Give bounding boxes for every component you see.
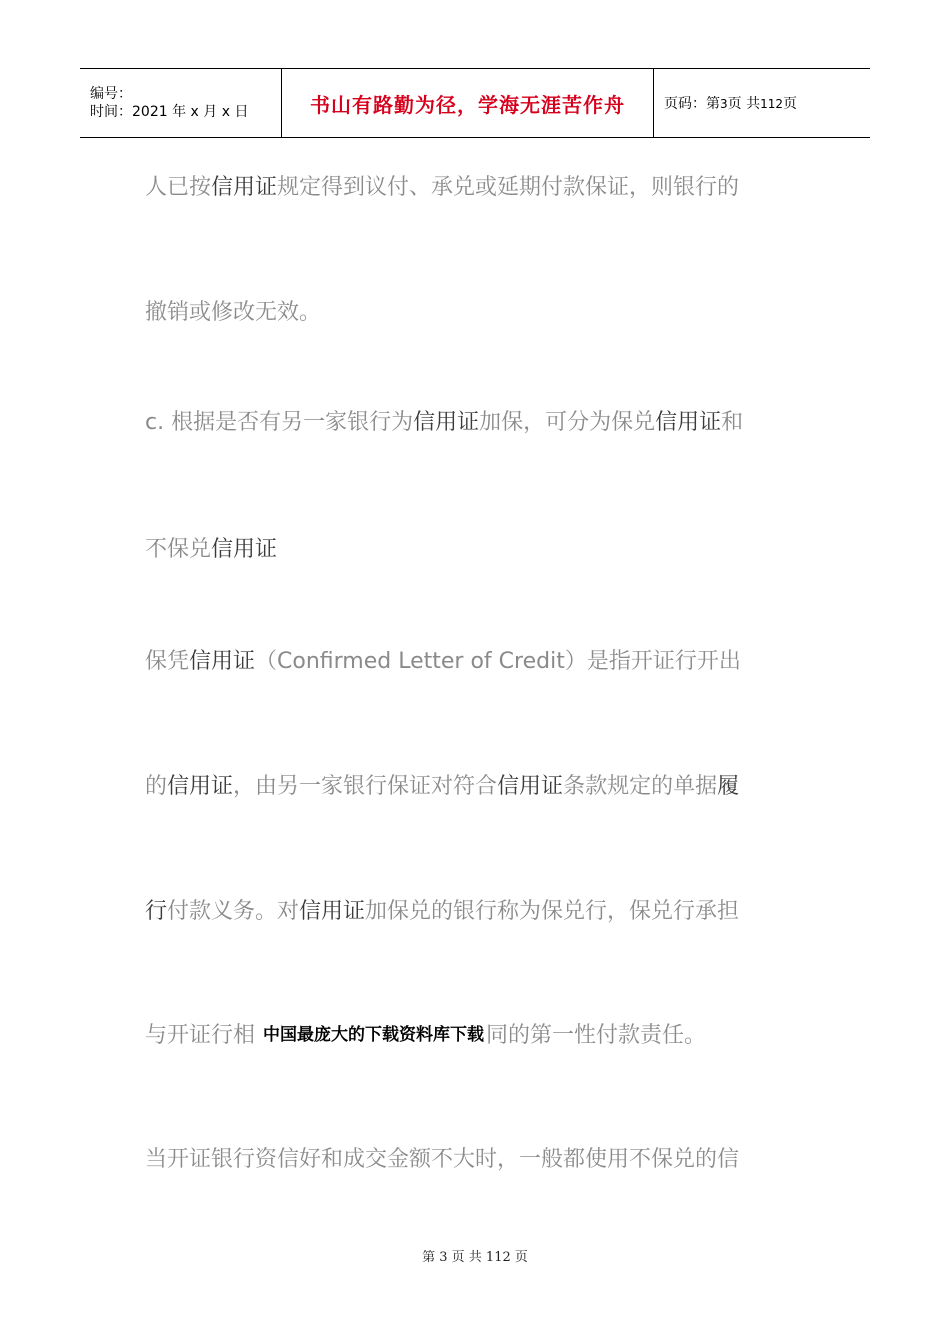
term-highlight: 信用证 xyxy=(299,899,366,924)
text-line xyxy=(145,405,805,436)
text-run: 同的第一性付款责任。 xyxy=(486,1023,707,1048)
page-info-line xyxy=(664,93,870,113)
text-run: 加保，可分为保兑 xyxy=(479,410,656,435)
page-info-prefix: 页码：第 xyxy=(664,96,720,112)
text-line xyxy=(145,1142,805,1173)
term-highlight: 信用证 xyxy=(211,175,278,200)
text-run: 当开证银行资信好和成交金额不大时，一般都使用不保兑的信 xyxy=(145,1147,740,1172)
text-run: 付款义务。对 xyxy=(167,899,300,924)
text-run: c. 根据是否有另一家银行为 xyxy=(145,410,414,435)
term-highlight: 信用证 xyxy=(167,774,234,799)
time-label: 时间：2021 年 x 月 x 日 xyxy=(90,104,249,120)
serial-label: 编号： xyxy=(90,86,132,102)
page-total: 112 xyxy=(760,97,783,111)
text-run: 不保兑 xyxy=(145,537,212,562)
text-run: 规定得到议付、承兑或延期付款保证，则银行的 xyxy=(277,175,740,200)
text-run: 撤销或修改无效。 xyxy=(145,300,322,325)
text-run: 和 xyxy=(721,410,744,435)
header-motto: 书山有路勤为径，学海无涯苦作舟 xyxy=(310,92,625,117)
header-motto-cell xyxy=(282,69,654,137)
text-run: （Confirmed Letter of Credit）是指开证行开出 xyxy=(255,649,741,674)
text-run: ，由另一家银行保证对符合 xyxy=(233,774,498,799)
text-line xyxy=(145,295,805,326)
term-highlight: 信用证 xyxy=(211,537,278,562)
page-info-mid: 页 共 xyxy=(727,96,761,112)
text-run: 人已按 xyxy=(145,175,212,200)
term-highlight: 履 xyxy=(717,774,740,799)
page-footer: 第 3 页 共 112 页 xyxy=(422,1250,528,1265)
page-info-suffix: 页 xyxy=(783,96,797,112)
text-line xyxy=(145,644,805,675)
term-highlight: 信用证 xyxy=(497,774,564,799)
term-highlight: 行 xyxy=(145,899,168,924)
page-header xyxy=(80,68,870,138)
text-line xyxy=(145,769,805,800)
text-line xyxy=(145,532,805,563)
term-highlight: 信用证 xyxy=(655,410,722,435)
text-line xyxy=(145,1018,805,1049)
text-run: 保凭 xyxy=(145,649,190,674)
download-banner-link[interactable]: 中国最庞大的下载资料库下载 xyxy=(263,1025,485,1045)
text-run: 条款规定的单据 xyxy=(563,774,718,799)
text-line xyxy=(145,894,805,925)
term-highlight: 信用证 xyxy=(413,410,480,435)
text-line xyxy=(145,170,805,201)
text-run: 的 xyxy=(145,774,168,799)
header-meta xyxy=(80,69,282,137)
text-run: 与开证行相 xyxy=(145,1023,256,1048)
page-current: 3 xyxy=(720,97,728,111)
term-highlight: 信用证 xyxy=(189,649,256,674)
header-page-info xyxy=(654,69,870,137)
text-run: 加保兑的银行称为保兑行，保兑行承担 xyxy=(365,899,740,924)
